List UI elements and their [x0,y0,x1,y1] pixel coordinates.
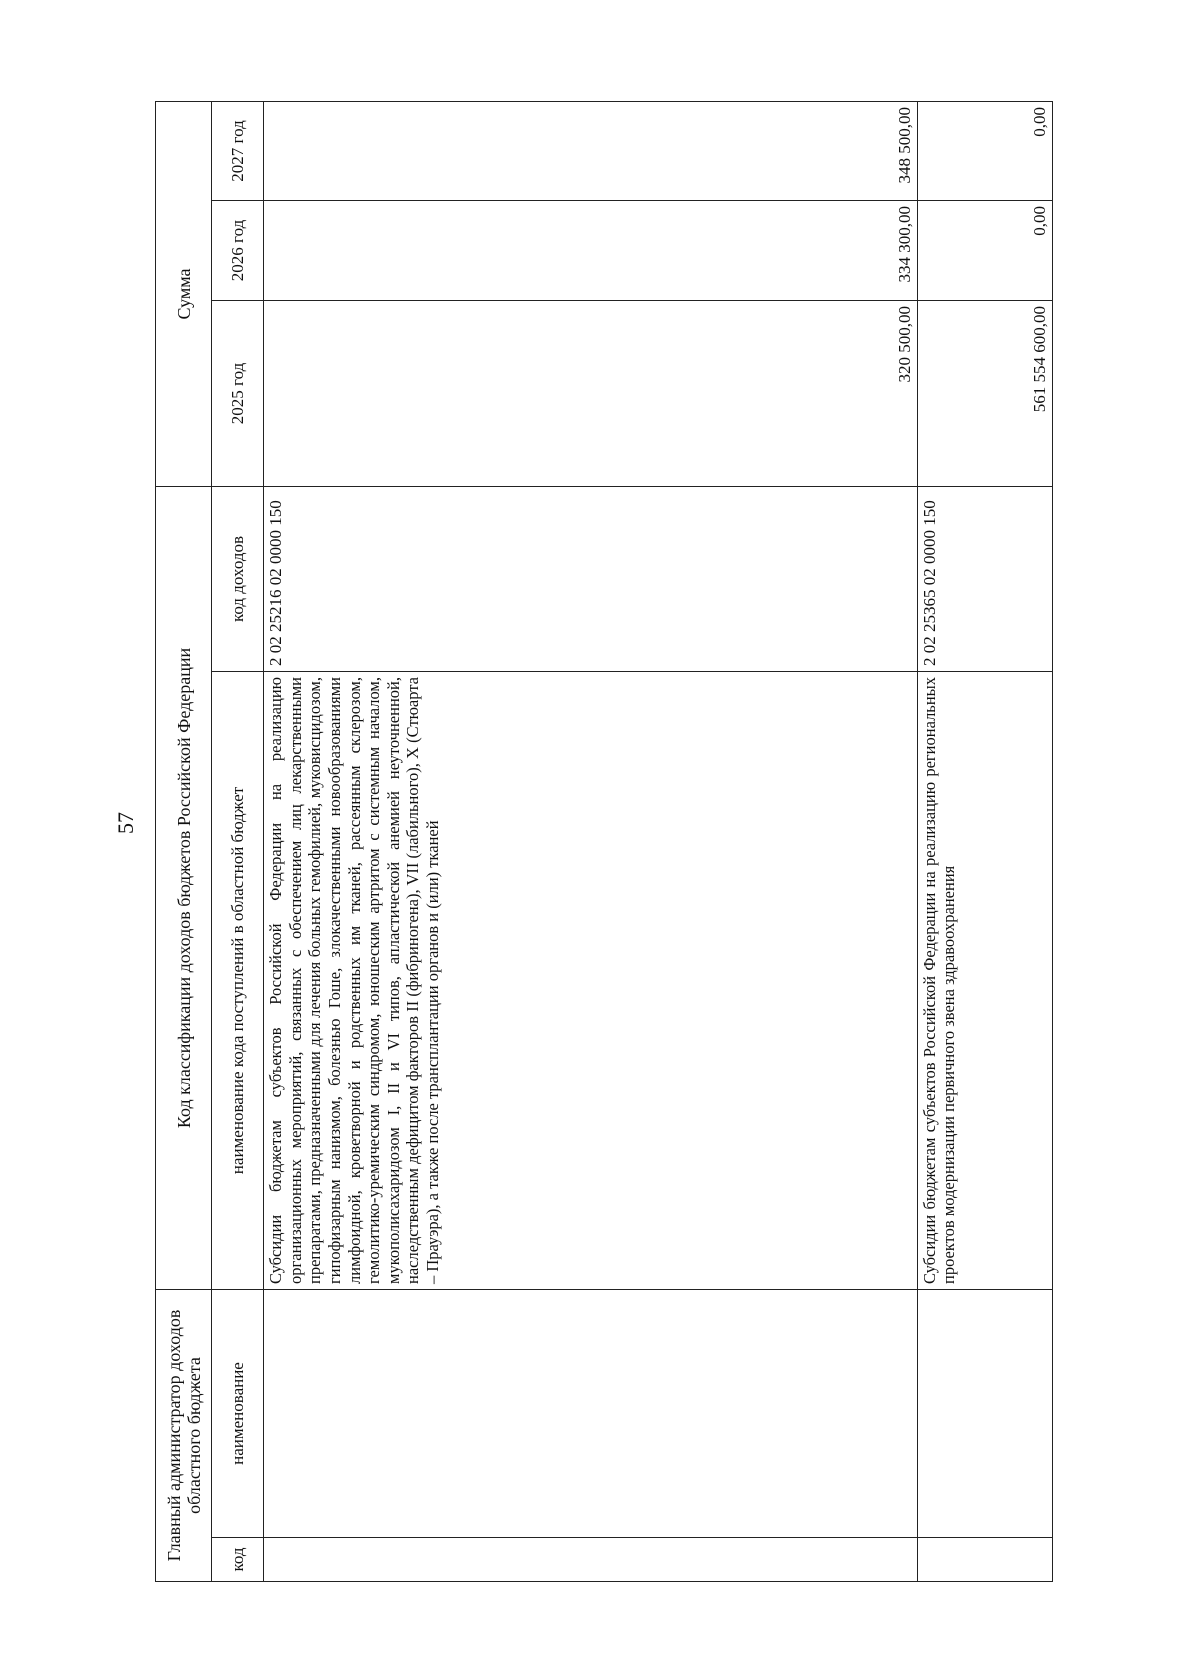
cell-sum-2025: 561 554 600,00 [917,301,1052,487]
table-row [264,102,917,1582]
cell-sum-2026: 0,00 [917,201,1052,301]
header-income-name: наименование кода поступлений в областной бюджет [212,672,264,1290]
rotated-table-wrapper [155,102,1053,1582]
header-admin-code: код [212,1538,264,1582]
cell-admin-code [917,1538,1052,1582]
header-admin-group: Главный администратор доходов областного бюджета [156,1290,212,1582]
header-income-code: код доходов [212,487,264,672]
income-classification-table [155,101,1053,1582]
cell-admin-code [264,1538,917,1582]
header-admin-name: наименование [212,1290,264,1538]
cell-admin-name [264,1290,917,1538]
table-row [917,102,1052,1582]
header-classification-group: Код классификации доходов бюджетов Российской Федерации [156,487,212,1290]
page-number: 57 [113,812,138,834]
header-year-2025: 2025 год [212,301,264,487]
cell-income-code: 2 02 25365 02 0000 150 [917,487,1052,672]
cell-income-code: 2 02 25216 02 0000 150 [264,487,917,672]
cell-admin-name [917,1290,1052,1538]
header-year-2027: 2027 год [212,102,264,201]
cell-sum-2026: 334 300,00 [264,201,917,301]
cell-income-name: Субсидии бюджетам субъектов Российской Федерации на реализацию организационных мероприятий, связанных с обеспечением лиц лекарственными препаратами, предназначенными для лечения больных гемофилией, муковисцидозом, гипофизарным нанизмом, болезнью Гоше, злокачественными новообразованиями лимфоидной, кроветворной и родственных им тканей, рассеянным склерозом, гемолитико-уремическим синдромом, юношеским артритом с системным началом, мукополисахаридозом I, II и VI типов, апластической анемией неуточненной, наследственным дефицитом факторов II (фибриногена), VII (лабильного), X (Стюарта – Прауэра), а также после трансплантации органов и (или) тканей [264,672,917,1290]
cell-sum-2027: 348 500,00 [264,102,917,201]
header-year-2026: 2026 год [212,201,264,301]
cell-sum-2027: 0,00 [917,102,1052,201]
cell-sum-2025: 320 500,00 [264,301,917,487]
cell-income-name: Субсидии бюджетам субъектов Российской Федерации на реализацию региональных проектов модернизации первичного звена здравоохранения [917,672,1052,1290]
header-sum-group: Сумма [156,102,212,487]
